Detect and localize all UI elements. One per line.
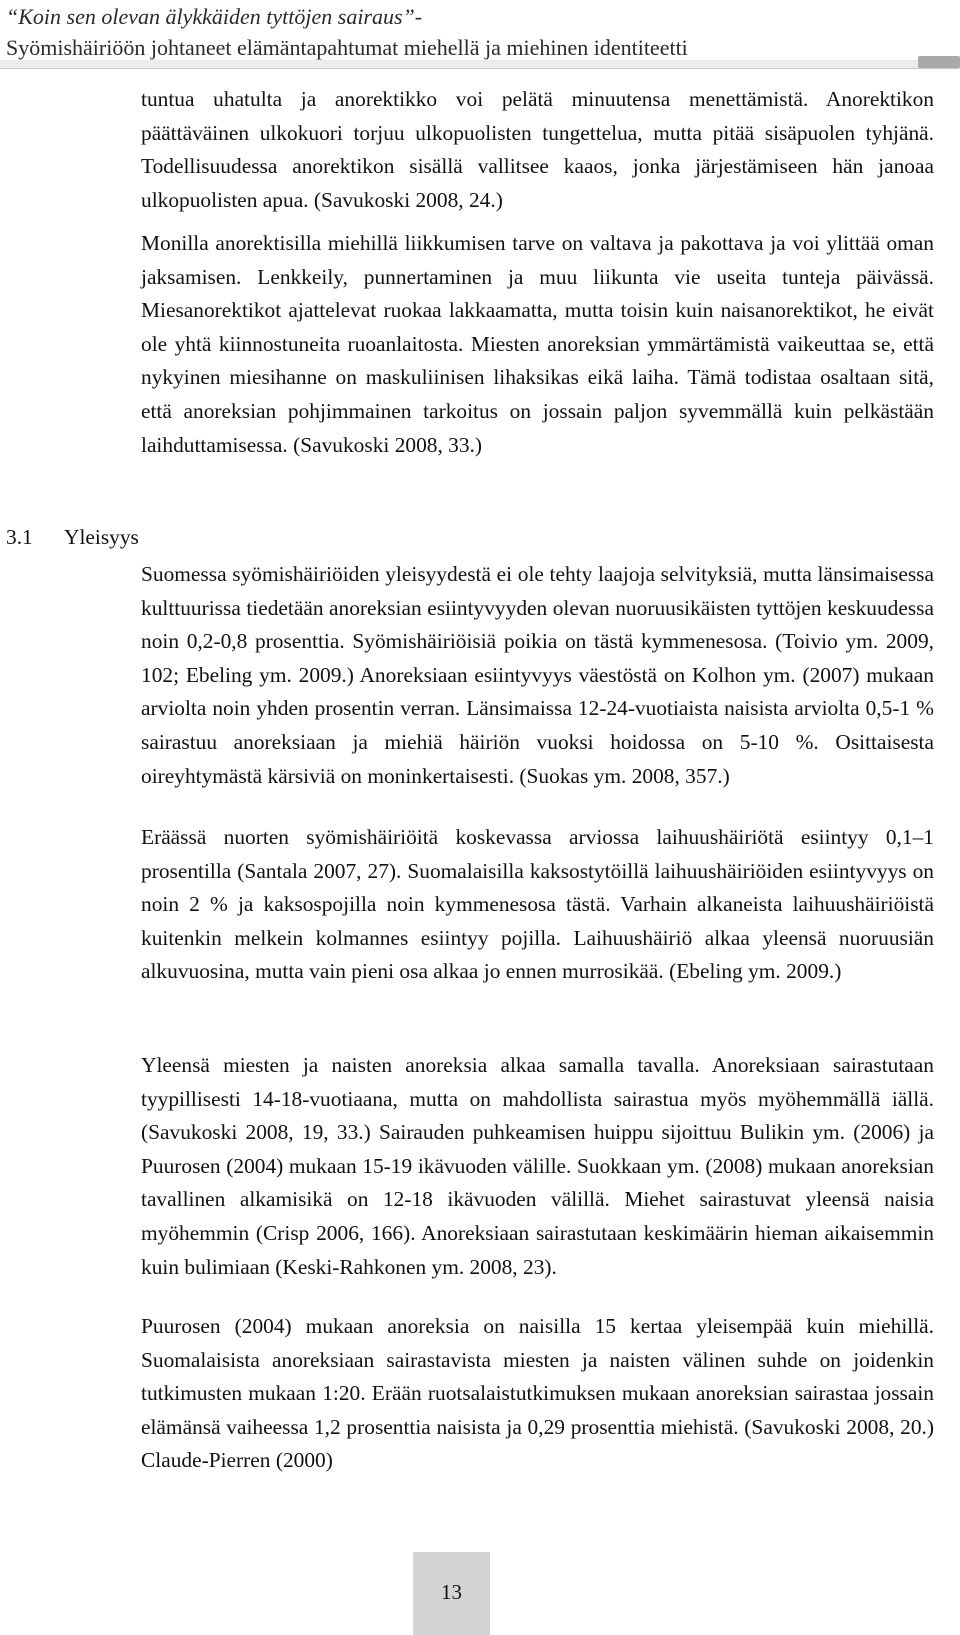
- section-heading: [6, 522, 139, 552]
- paragraph-4: Eräässä nuorten syömishäiriöitä koskevassa arviossa laihuushäiriötä esiintyy 0,1–1 prosentilla (Santala 2007, 27). Suomalaisilla kaksostytöillä laihuushäiriöiden esiintyvyys on noin 2 % ja kaksospojilla noin kymmenesosa tästä. Varhain alkaneista laihuushäiriöistä kuitenkin melkein kolmannes esiintyy pojilla. Laihuushäiriö alkaa yleensä nuoruusiän alkuvuosina, mutta vain pieni osa alkaa jo ennen murrosikää. (Ebeling ym. 2009.): [141, 825, 934, 984]
- paragraph-3: Suomessa syömishäiriöiden yleisyydestä ei ole tehty laajoja selvityksiä, mutta länsimaisessa kulttuurissa tiedetään anoreksian esiintyvyyden olevan nuoruusikäisten tyttöjen keskuudessa noin 0,2-0,8 prosenttia. Syömishäiriöisiä poikia on tästä kymmenesosa. (Toivio ym. 2009, 102; Ebeling ym. 2009.) Anoreksiaan esiintyvyys väestöstä on Kolhon ym. (2007) mukaan arviolta noin yhden prosentin verran. Länsimaissa 12-24-vuotiaista naisista arviolta 0,5-1 % sairastuu anoreksiaan ja miehiä häiriön vuoksi hoidossa on 5-10 %. Osittaisesta oireyhtymästä kärsiviä on moninkertaisesti. (Suokas ym. 2008, 357.): [141, 562, 934, 788]
- paragraph-1: tuntua uhatulta ja anorektikko voi pelätä minuutensa menettämistä. Anorektikon päättäväinen ulkokuori torjuu ulkopuolisten tungettelua, mutta pitää sisäpuolen tyhjänä. Todellisuudessa anorektikon sisällä vallitsee kaaos, jonka järjestämiseen hän janoaa ulkopuolisten apua. (Savukoski 2008, 24.): [141, 87, 934, 212]
- document-header: [0, 0, 960, 69]
- header-subtitle: Syömishäiriöön johtaneet elämäntapahtumat miehellä ja miehinen identiteetti: [6, 35, 688, 60]
- header-title: “Koin sen olevan älykkäiden tyttöjen sairaus”-: [6, 4, 423, 29]
- horizontal-scrollbar[interactable]: [0, 60, 960, 68]
- paragraph-5: Yleensä miesten ja naisten anoreksia alkaa samalla tavalla. Anoreksiaan sairastutaan tyypillisesti 14-18-vuotiaana, mutta on mahdollista sairastua myös myöhemmällä iällä. (Savukoski 2008, 19, 33.) Sairauden puhkeamisen huippu sijoittuu Bulikin ym. (2006) ja Puurosen (2004) mukaan 15-19 ikävuoden välille. Suokkaan ym. (2008) mukaan anoreksian tavallinen alkamisikä on 12-18 ikävuoden välillä. Miehet sairastuvat yleensä naisia myöhemmin (Crisp 2006, 166). Anoreksiaan sairastutaan keskimäärin hieman aikaisemmin kuin bulimiaan (Keski-Rahkonen ym. 2008, 23).: [141, 1053, 934, 1279]
- page-number: 13: [413, 1552, 490, 1635]
- scrollbar-thumb[interactable]: [918, 56, 960, 68]
- paragraph-2: Monilla anorektisilla miehillä liikkumisen tarve on valtava ja pakottava ja voi ylittää oman jaksamisen. Lenkkeily, punnertaminen ja muu liikunta vie useita tunteja päivässä. Miesanorektikot ajattelevat ruokaa lakkaamatta, mutta toisin kuin naisanorektikot, he eivät ole yhtä kiinnostuneita ruoanlaitosta. Miesten anoreksian ymmärtämistä vaikeuttaa se, että nykyinen miesihanne on maskuliinisen lihaksikas eikä laiha. Tämä todistaa osaltaan sitä, että anoreksian pohjimmainen tarkoitus on jossain paljon syvemmällä kuin pelkästään laihduttamisessa. (Savukoski 2008, 33.): [141, 231, 934, 457]
- section-number: 3.1: [6, 525, 33, 549]
- paragraph-6: Puurosen (2004) mukaan anoreksia on naisilla 15 kertaa yleisempää kuin miehillä. Suomalaisista anoreksiaan sairastavista miesten ja naisten välinen suhde on joidenkin tutkimusten mukaan 1:20. Erään ruotsalaistutkimuksen mukaan anoreksian sairastaa jossain elämänsä vaiheessa 1,2 prosenttia naisista ja 0,29 prosenttia miehistä. (Savukoski 2008, 20.) Claude-Pierren (2000): [141, 1314, 934, 1473]
- section-title: Yleisyys: [64, 525, 139, 549]
